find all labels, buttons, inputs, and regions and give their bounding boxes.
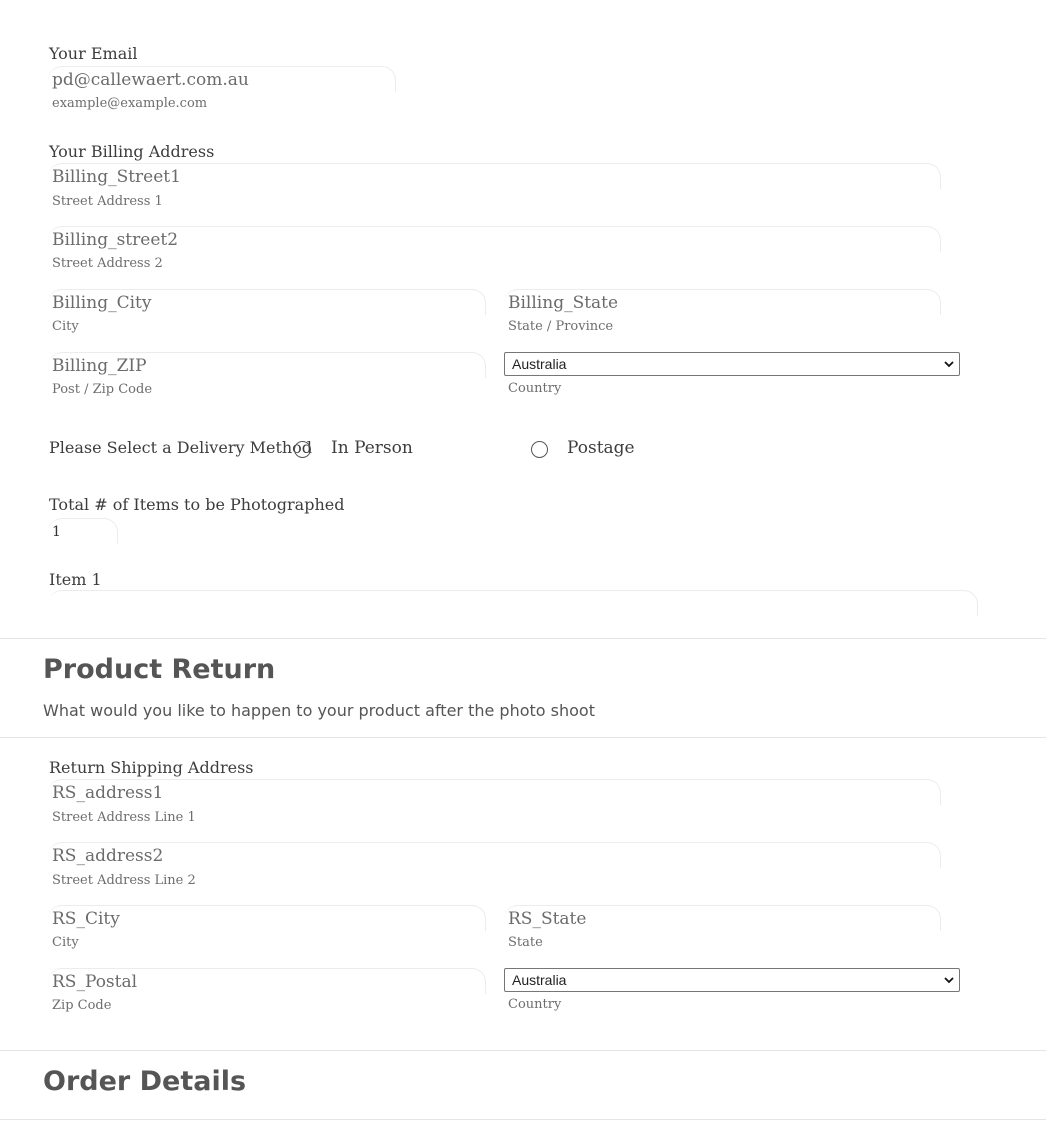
billing-street1-input[interactable]: Billing_Street1 — [48, 163, 941, 189]
email-sublabel: example@example.com — [52, 96, 208, 111]
rs-country-value: Australia — [512, 972, 567, 988]
rs-address2-sublabel: Street Address Line 2 — [52, 873, 196, 888]
billing-zip-input[interactable]: Billing_ZIP — [48, 352, 486, 378]
rs-city-sublabel: City — [52, 935, 79, 950]
rs-address1-sublabel: Street Address Line 1 — [52, 810, 196, 825]
email-input[interactable]: pd@callewaert.com.au — [48, 66, 396, 92]
rs-state-sublabel: State — [508, 935, 543, 950]
billing-street2-sublabel: Street Address 2 — [52, 256, 163, 271]
item1-label: Item 1 — [49, 570, 102, 589]
items-count-input[interactable]: 1 — [48, 518, 118, 544]
product-return-heading: Product Return — [43, 654, 276, 685]
product-return-subtitle: What would you like to happen to your product after the photo shoot — [43, 701, 595, 720]
section-divider — [0, 1119, 1046, 1120]
billing-city-sublabel: City — [52, 319, 79, 334]
billing-zip-sublabel: Post / Zip Code — [52, 382, 153, 397]
rs-country-sublabel: Country — [508, 997, 562, 1012]
item1-input[interactable] — [48, 590, 978, 616]
rs-postal-sublabel: Zip Code — [52, 998, 112, 1013]
delivery-postage-radio[interactable] — [531, 441, 548, 458]
billing-country-sublabel: Country — [508, 381, 562, 396]
chevron-down-icon — [944, 359, 954, 369]
section-divider — [0, 1050, 1046, 1051]
billing-street2-input[interactable]: Billing_street2 — [48, 226, 941, 252]
billing-street1-sublabel: Street Address 1 — [52, 194, 163, 209]
return-shipping-label: Return Shipping Address — [49, 758, 254, 777]
billing-country-select[interactable] — [504, 352, 960, 376]
section-divider — [0, 737, 1046, 738]
section-divider — [0, 638, 1046, 639]
billing-state-sublabel: State / Province — [508, 319, 614, 334]
billing-state-input[interactable]: Billing_State — [504, 289, 941, 315]
rs-city-input[interactable]: RS_City — [48, 905, 486, 931]
rs-state-input[interactable]: RS_State — [504, 905, 941, 931]
delivery-in-person-radio[interactable] — [294, 441, 311, 458]
billing-country-value: Australia — [512, 356, 567, 372]
items-count-label: Total # of Items to be Photographed — [49, 495, 345, 514]
rs-country-select[interactable] — [504, 968, 960, 992]
email-label: Your Email — [49, 44, 138, 63]
billing-city-input[interactable]: Billing_City — [48, 289, 486, 315]
delivery-in-person-label[interactable]: In Person — [331, 438, 413, 458]
delivery-postage-label[interactable]: Postage — [567, 438, 635, 458]
chevron-down-icon — [944, 975, 954, 985]
delivery-method-label: Please Select a Delivery Method — [49, 438, 313, 457]
rs-postal-input[interactable]: RS_Postal — [48, 968, 486, 994]
billing-address-label: Your Billing Address — [49, 142, 215, 161]
order-details-heading: Order Details — [43, 1066, 247, 1097]
rs-address1-input[interactable]: RS_address1 — [48, 779, 941, 805]
rs-address2-input[interactable]: RS_address2 — [48, 842, 941, 868]
